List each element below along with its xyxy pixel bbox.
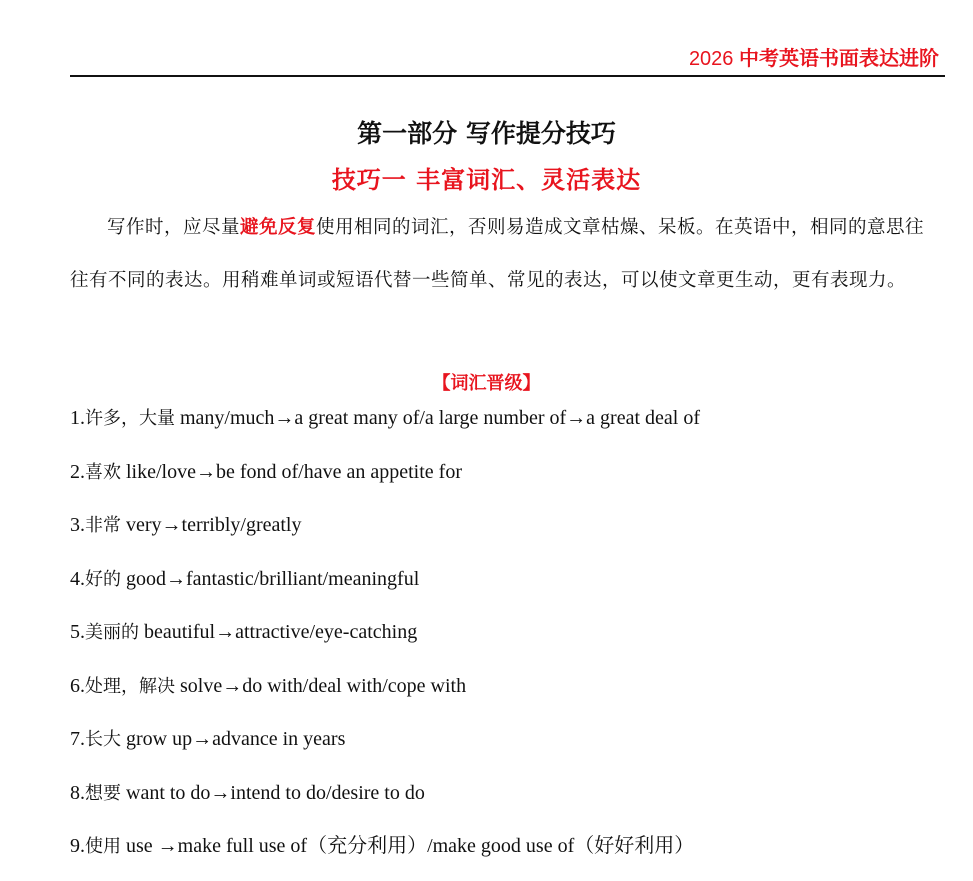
vocab-item-english: solve→do with/deal with/cope with bbox=[175, 674, 467, 697]
intro-highlight: 避免反复 bbox=[240, 217, 317, 238]
vocab-item bbox=[70, 559, 700, 613]
vocab-item-number: 3. bbox=[70, 514, 85, 536]
vocab-item bbox=[70, 452, 700, 506]
technique-title: 技巧一 丰富词汇、灵活表达 bbox=[331, 166, 642, 194]
vocab-item-number: 6. bbox=[70, 674, 85, 697]
vocab-item-number: 5. bbox=[70, 621, 85, 643]
vocab-item-chinese: 好的 bbox=[85, 568, 121, 590]
intro-paragraph bbox=[70, 201, 928, 307]
vocab-item-number: 2. bbox=[70, 460, 85, 483]
vocab-item bbox=[70, 505, 700, 559]
vocab-item-number: 8. bbox=[70, 781, 85, 804]
part-title: 第一部分 写作提分技巧 bbox=[357, 119, 616, 148]
vocab-item-chinese: 美丽的 bbox=[85, 622, 139, 643]
vocab-list bbox=[70, 398, 700, 880]
vocab-item-english: want to do→intend to do/desire to do bbox=[121, 781, 425, 804]
vocab-item-english: grow up→advance in years bbox=[121, 728, 346, 750]
vocab-item-english: beautiful→attractive/eye-catching bbox=[139, 621, 418, 643]
vocab-item-number: 9. bbox=[70, 835, 85, 857]
vocab-item-chinese: 喜欢 bbox=[85, 461, 121, 483]
vocab-item-chinese: 处理，解决 bbox=[85, 675, 175, 697]
vocab-item-english: use →make full use of（充分利用）/make good use of（好好利用） bbox=[121, 835, 695, 857]
vocab-item bbox=[70, 773, 700, 827]
section-heading-vocab-upgrade: 【词汇晋级】 bbox=[432, 373, 541, 394]
vocab-item bbox=[70, 719, 700, 773]
vocab-item-english: good→fantastic/brilliant/meaningful bbox=[121, 567, 420, 590]
vocab-item-number: 1. bbox=[70, 407, 85, 429]
running-header bbox=[689, 42, 939, 71]
header-rule bbox=[70, 75, 945, 77]
vocab-item-chinese: 想要 bbox=[85, 782, 121, 804]
vocab-item bbox=[70, 398, 700, 452]
vocab-item bbox=[70, 612, 700, 666]
vocab-item bbox=[70, 826, 700, 880]
vocab-item-number: 7. bbox=[70, 728, 85, 750]
vocab-item-chinese: 长大 bbox=[85, 729, 121, 750]
vocab-item-chinese: 非常 bbox=[85, 515, 121, 536]
vocab-item-english: many/much→a great many of/a large number of→a great deal of bbox=[175, 407, 700, 429]
vocab-item-number: 4. bbox=[70, 567, 85, 590]
header-year: 2026 bbox=[688, 48, 734, 70]
header-title: 中考英语书面表达进阶 bbox=[739, 48, 939, 70]
vocab-item-chinese: 使用 bbox=[85, 836, 121, 857]
intro-text-before: 写作时，应尽量 bbox=[107, 217, 241, 238]
intro-text-after: 使用相同的词汇，否则易造成文章枯燥、呆板。在英语中，相同的意思往往有不同的表达。用稍难单词或短语代替一些简单、常见的表达，可以使文章更生动，更有表现力。 bbox=[70, 217, 925, 291]
vocab-item bbox=[70, 666, 700, 720]
vocab-item-english: very→terribly/greatly bbox=[121, 514, 302, 536]
vocab-item-english: like/love→be fond of/have an appetite for bbox=[121, 460, 462, 483]
vocab-item-chinese: 许多，大量 bbox=[85, 408, 175, 429]
